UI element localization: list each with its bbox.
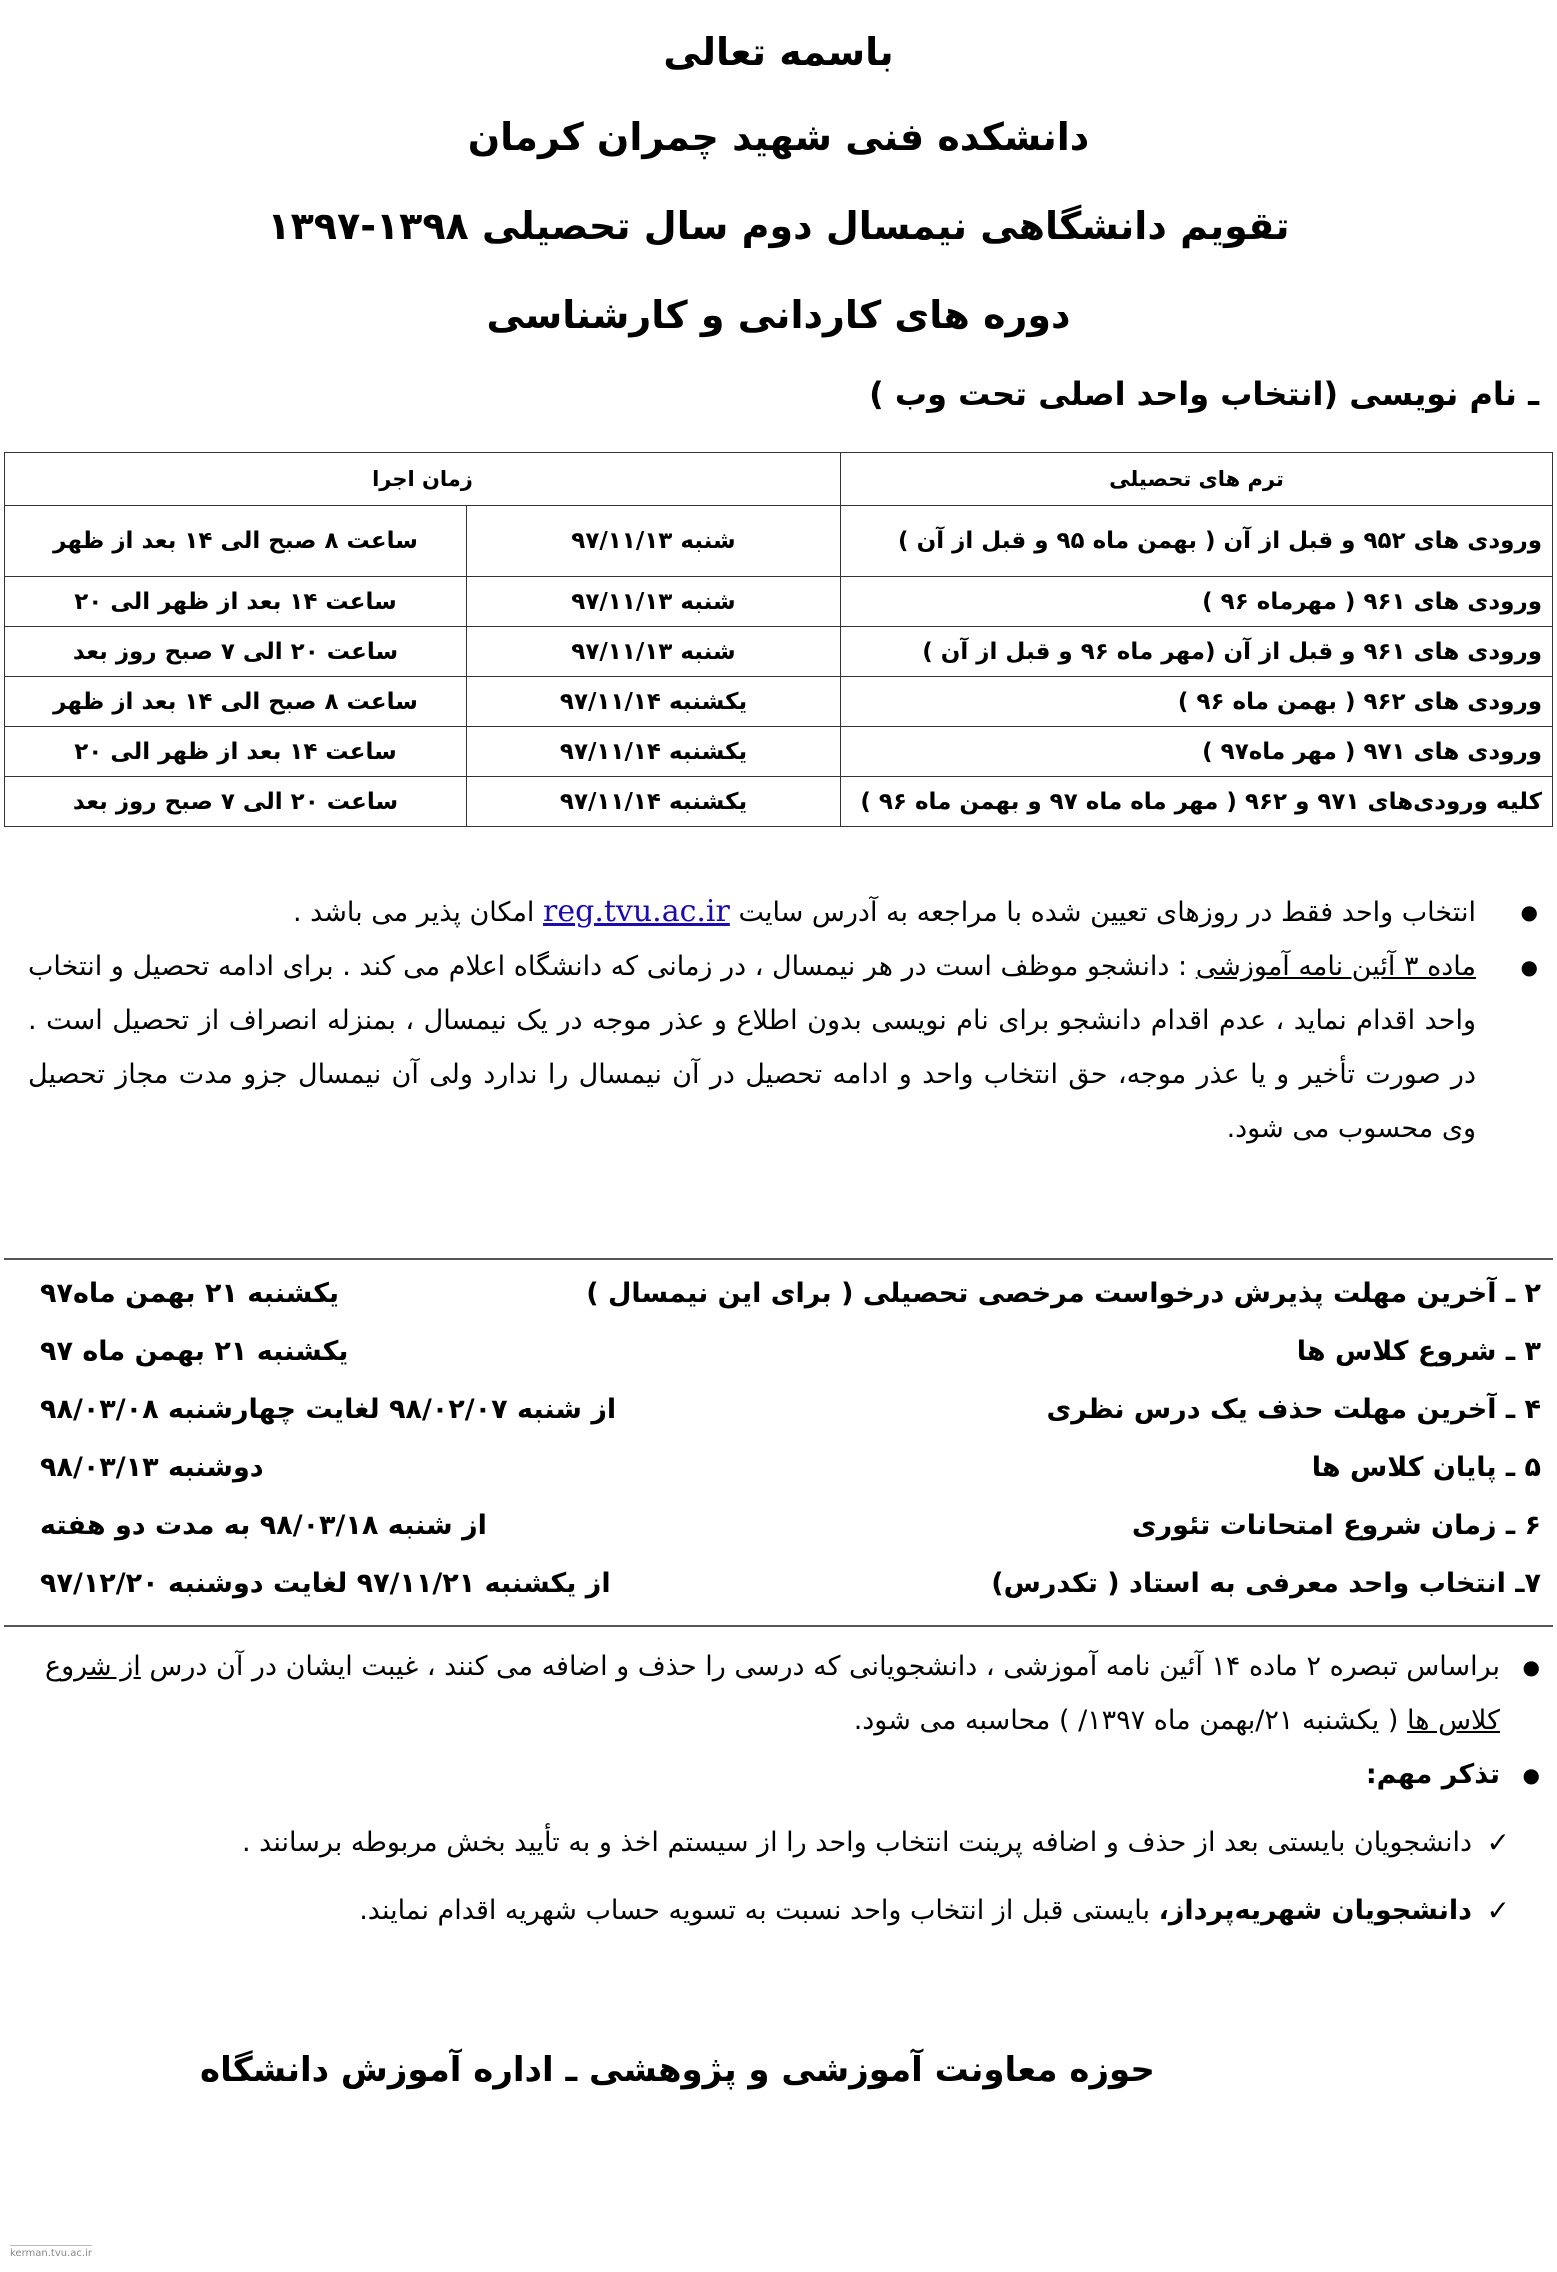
checklist-item xyxy=(30,1816,1510,1870)
bullet-text: انتخاب واحد فقط در روزهای تعیین شده با مراجعه به آدرس سایت xyxy=(738,897,1476,928)
bullet-text: امکان پذیر می باشد . xyxy=(292,897,535,928)
section-title: ـ نام نویسی (انتخاب واحد اصلی تحت وب ) xyxy=(869,375,1539,413)
term-cell: ورودی های ۹۵۲ و قبل از آن ( بهمن ماه ۹۵ و قبل از آن ) xyxy=(841,506,1553,577)
registration-notes xyxy=(28,885,1498,1156)
date-row xyxy=(0,1328,1557,1386)
date-value: از شنبه ۹۸/۰۲/۰۷ لغایت چهارشنبه ۹۸/۰۳/۰۸ xyxy=(40,1394,617,1425)
note-underlined: از شروع کلاس ها xyxy=(45,1651,1500,1736)
date-label: ۲ ـ آخرین مهلت پذیرش درخواست مرخصی تحصیلی ( برای این نیمسال ) xyxy=(586,1278,1541,1309)
heading-programs: دوره های کاردانی و کارشناسی xyxy=(486,293,1071,337)
checkmark-icon: ✓ xyxy=(1486,1826,1510,1859)
date-cell: شنبه ۹۷/۱۱/۱۳ xyxy=(467,577,841,627)
registration-site-link[interactable]: reg.tvu.ac.ir xyxy=(543,894,730,929)
note-drop-add xyxy=(30,1640,1500,1748)
col-time-header: زمان اجرا xyxy=(5,453,841,506)
site-watermark: kerman.tvu.ac.ir xyxy=(10,2245,92,2259)
heading-college: دانشکده فنی شهید چمران کرمان xyxy=(467,115,1090,159)
hours-cell: ساعت ۲۰ الی ۷ صبح روز بعد xyxy=(5,627,467,677)
date-row xyxy=(0,1270,1557,1328)
hours-cell: ساعت ۲۰ الی ۷ صبح روز بعد xyxy=(5,777,467,827)
term-cell: ورودی های ۹۶۲ ( بهمن ماه ۹۶ ) xyxy=(841,677,1553,727)
term-cell: ورودی های ۹۷۱ ( مهر ماه۹۷ ) xyxy=(841,727,1553,777)
date-label: ۵ ـ پایان کلاس ها xyxy=(1311,1452,1541,1483)
table-row xyxy=(5,627,1553,677)
checklist-emphasis: دانشجویان شهریه‌پرداز، xyxy=(1158,1895,1472,1926)
date-row xyxy=(0,1444,1557,1502)
date-row xyxy=(0,1386,1557,1444)
date-row xyxy=(0,1560,1557,1618)
checklist-text: دانشجویان بایستی بعد از حذف و اضافه پرینت انتخاب واحد را از سیستم اخذ و به تأیید بخش مربوطه برسانند . xyxy=(242,1827,1472,1858)
checklist-item xyxy=(30,1884,1510,1938)
term-cell: ورودی های ۹۶۱ و قبل از آن (مهر ماه ۹۶ و قبل از آن ) xyxy=(841,627,1553,677)
signature-footer: حوزه معاونت آموزشی و پژوهشی ـ اداره آموزش دانشگاه xyxy=(200,2050,1155,2090)
date-label: ۶ ـ زمان شروع امتحانات تئوری xyxy=(1131,1510,1541,1541)
date-value: یکشنبه ۲۱ بهمن ماه۹۷ xyxy=(40,1278,340,1309)
date-cell: یکشنبه ۹۷/۱۱/۱۴ xyxy=(467,777,841,827)
table-row xyxy=(5,506,1553,577)
note-text: ( یکشنبه ۲۱/بهمن ماه ۱۳۹۷/ ) محاسبه می شود. xyxy=(853,1705,1399,1736)
note-text: براساس تبصره ۲ ماده ۱۴ آئین نامه آموزشی ، دانشجویانی که درسی را حذف و اضافه می کنند ، غیبت ایشان در آن درس xyxy=(149,1651,1500,1682)
reminder-heading: ● تذکر مهم: xyxy=(30,1748,1500,1802)
term-cell: ورودی های ۹۶۱ ( مهرماه ۹۶ ) xyxy=(841,577,1553,627)
bullet-article-3 xyxy=(28,940,1498,1156)
date-value: یکشنبه ۲۱ بهمن ماه ۹۷ xyxy=(40,1336,349,1367)
divider xyxy=(4,1258,1553,1260)
key-dates-list xyxy=(0,1270,1557,1618)
term-cell: کلیه ورودی‌های ۹۷۱ و ۹۶۲ ( مهر ماه ماه ۹۷ و بهمن ماه ۹۶ ) xyxy=(841,777,1553,827)
checkmark-icon: ✓ xyxy=(1486,1894,1510,1927)
date-cell: شنبه ۹۷/۱۱/۱۳ xyxy=(467,506,841,577)
hours-cell: ساعت ۱۴ بعد از ظهر الی ۲۰ xyxy=(5,727,467,777)
table-row xyxy=(5,777,1553,827)
registration-schedule-table xyxy=(4,452,1553,827)
date-row xyxy=(0,1502,1557,1560)
hours-cell: ساعت ۱۴ بعد از ظهر الی ۲۰ xyxy=(5,577,467,627)
date-label: ۴ ـ آخرین مهلت حذف یک درس نظری xyxy=(1046,1394,1541,1425)
table-row xyxy=(5,727,1553,777)
hours-cell: ساعت ۸ صبح الی ۱۴ بعد از ظهر xyxy=(5,506,467,577)
bullet-text: : دانشجو موظف است در هر نیمسال ، در زمانی که دانشگاه اعلام می کند . برای ادامه تحصیل و انتخاب واحد اقدام نماید ، عدم اقدام دانشجو برای نام نویسی بدون اطلاع و عذر موجه در یک نیمسال ، بمنزله انصراف از تحصیل است . در صورت تأخیر و یا عذر موجه، حق انتخاب واحد و ادامه تحصیل در آن نیمسال را ندارد ولی آن نیمسال جزو مدت مجاز تحصیل وی محسوب می شود. xyxy=(28,951,1476,1144)
date-value: از شنبه ۹۸/۰۳/۱۸ به مدت دو هفته xyxy=(40,1510,487,1541)
date-cell: یکشنبه ۹۷/۱۱/۱۴ xyxy=(467,727,841,777)
hours-cell: ساعت ۸ صبح الی ۱۴ بعد از ظهر xyxy=(5,677,467,727)
date-cell: یکشنبه ۹۷/۱۱/۱۴ xyxy=(467,677,841,727)
table-row xyxy=(5,677,1553,727)
date-label: ۷ـ انتخاب واحد معرفی به استاد ( تکدرس) xyxy=(991,1568,1541,1599)
date-label: ۳ ـ شروع کلاس ها xyxy=(1296,1336,1541,1367)
table-header-row xyxy=(5,453,1553,506)
heading-calendar: تقویم دانشگاهی نیمسال دوم سال تحصیلی ۱۳۹۸-۱۳۹۷ xyxy=(267,204,1290,248)
divider xyxy=(4,1625,1553,1627)
date-value: دوشنبه ۹۸/۰۳/۱۳ xyxy=(40,1452,264,1483)
article-reference: ماده ۳ آئین نامه آموزشی xyxy=(1195,951,1476,982)
notes-section xyxy=(30,1640,1510,1938)
date-value: از یکشنبه ۹۷/۱۱/۲۱ لغایت دوشنبه ۹۷/۱۲/۲۰ xyxy=(40,1568,611,1599)
heading-basmala: باسمه تعالی xyxy=(663,30,894,74)
checklist-text: بایستی قبل از انتخاب واحد نسبت به تسویه حساب شهریه اقدام نمایند. xyxy=(359,1895,1151,1926)
col-terms-header: ترم های تحصیلی xyxy=(841,453,1553,506)
bullet-web-registration xyxy=(28,885,1498,940)
table-row xyxy=(5,577,1553,627)
date-cell: شنبه ۹۷/۱۱/۱۳ xyxy=(467,627,841,677)
